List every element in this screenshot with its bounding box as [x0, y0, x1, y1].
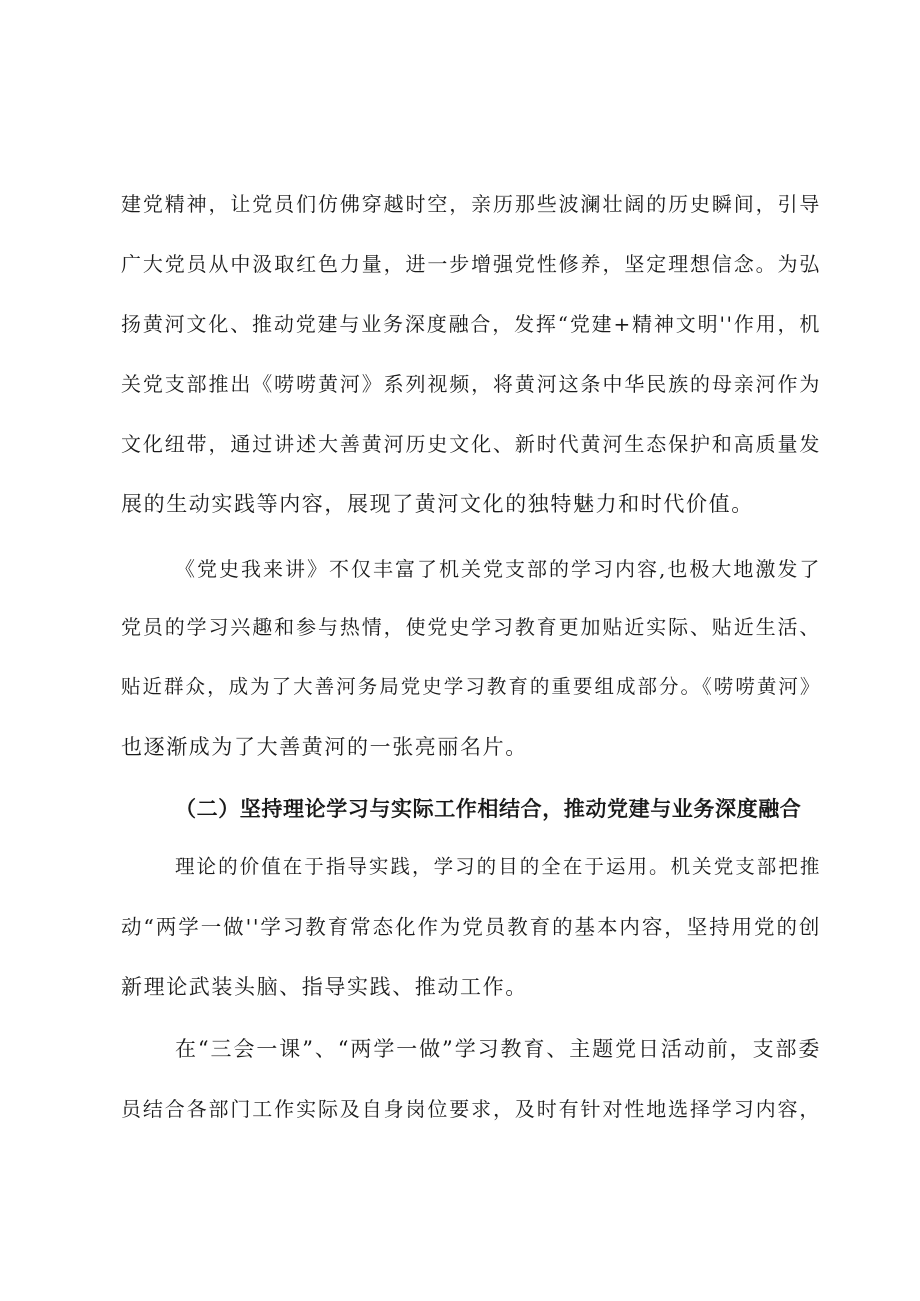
paragraph-line: 也逐渐成为了大善黄河的一张亮丽名片。	[121, 735, 528, 759]
paragraph-line: 在“三会一课”、“两学一做”学习教育、主题党日活动前，支部委	[175, 1037, 821, 1061]
paragraph-line: 新理论武装头脑、指导实践、推动工作。	[121, 975, 528, 999]
paragraph-line: 动“两学一做''学习教育常态化作为党员教育的基本内容，坚持用党的创	[121, 915, 821, 939]
paragraph-line: 《党史我来讲》不仅丰富了机关党支部的学习内容,也极大地激发了	[175, 557, 821, 581]
paragraph-line: 广大党员从中汲取红色力量，进一步增强党性修养，坚定理想信念。为弘	[121, 252, 821, 276]
paragraph-line: 理论的价值在于指导实践，学习的目的全在于运用。机关党支部把推	[175, 855, 821, 878]
paragraph-line: 员结合各部门工作实际及自身岗位要求，及时有针对性地选择学习内容，	[121, 1097, 821, 1121]
paragraph-line: 扬黄河文化、推动党建与业务深度融合，发挥“党建+精神文明''作用，机	[121, 312, 821, 336]
paragraph-line: 关党支部推出《唠唠黄河》系列视频，将黄河这条中华民族的母亲河作为	[121, 372, 821, 396]
paragraph-line: 展的生动实践等内容，展现了黄河文化的独特魅力和时代价值。	[121, 492, 754, 516]
paragraph-line: 建党精神，让党员们仿佛穿越时空，亲历那些波澜壮阔的历史瞬间，引导	[121, 192, 821, 216]
paragraph-line: 贴近群众，成为了大善河务局党史学习教育的重要组成部分。《唠唠黄河》	[121, 675, 821, 698]
paragraph-line: 文化纽带，通过讲述大善黄河历史文化、新时代黄河生态保护和高质量发	[121, 432, 821, 456]
section-heading: （二）坚持理论学习与实际工作相结合，推动党建与业务深度融合	[175, 797, 802, 821]
paragraph-line: 党员的学习兴趣和参与热情，使党史学习教育更加贴近实际、贴近生活、	[121, 615, 821, 639]
